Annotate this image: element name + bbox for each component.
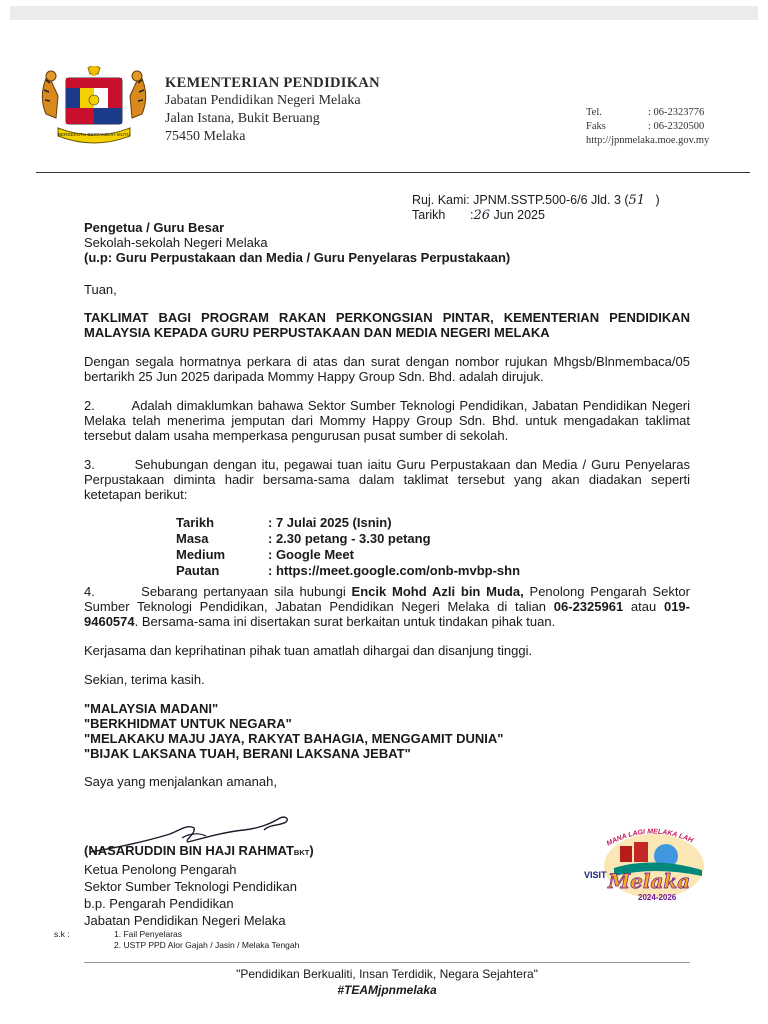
meeting-row-link — [176, 563, 690, 579]
paragraph-4-num: 4. — [84, 584, 95, 599]
ministry-name: KEMENTERIAN PENDIDIKAN — [165, 75, 380, 91]
signatory-title: Ketua Penolong Pengarah — [84, 862, 237, 877]
footer — [84, 966, 690, 998]
subject-heading: TAKLIMAT BAGI PROGRAM RAKAN PERKONGSIAN PINTAR, KEMENTERIAN PENDIDIKAN MALAYSIA KEPADA GURU PERPUSTAKAAN DAN MEDIA NEGERI MELAKA — [84, 310, 690, 340]
header-rule — [36, 172, 750, 173]
contact-person: Encik Mohd Azli bin Muda, — [351, 584, 524, 599]
paragraph-1: Dengan segala hormatnya perkara di atas dan surat dengan nombor rujukan Mhgsb/Blnmembaca/05 bertarikh 25 Jun 2025 daripada Mommy Happy Group Sdn. Bhd. adalah dirujuk. — [84, 354, 690, 384]
meeting-label: Tarikh — [176, 515, 215, 530]
logo-arc-path: MANA LAGI MELAKA LAH — [605, 828, 694, 848]
recipient-line-2: Sekolah-sekolah Negeri Melaka — [84, 235, 268, 250]
contact-phone-2: 019-9460574 — [84, 599, 690, 629]
signatory-title: Jabatan Pendidikan Negeri Melaka — [84, 913, 286, 928]
meeting-row-date — [176, 515, 690, 531]
slogan: "BERKHIDMAT UNTUK NEGARA" — [84, 716, 292, 731]
letterhead-org — [165, 74, 380, 146]
signatory-title: b.p. Pengarah Pendidikan — [84, 896, 234, 911]
date-handwritten: 26 — [473, 208, 491, 223]
signatory-name-close: ) — [309, 843, 314, 858]
meeting-label: Pautan — [176, 563, 220, 578]
paragraph-4-text: atau — [623, 599, 664, 614]
contact-block — [586, 106, 709, 148]
footer-rule — [84, 962, 690, 963]
crest-motto: BERSEKUTU BERTAMBAH MUTU — [57, 132, 131, 137]
cc-label: s.k : — [54, 929, 70, 939]
logo-visit: VISIT — [584, 870, 607, 880]
date-label: Tarikh — [412, 208, 446, 222]
paragraph-4-text: . Bersama-sama ini disertakan surat berkaitan untuk tindakan pihak tuan. — [134, 614, 556, 629]
meeting-value: : Google Meet — [268, 547, 354, 562]
address-line-2: 75450 Melaka — [165, 129, 246, 144]
cc-item: 2. USTP PPD Alor Gajah / Jasin / Melaka Tengah — [114, 940, 300, 950]
paragraph-2-text: Adalah dimaklumkan bahawa Sektor Sumber Teknologi Pendidikan, Jabatan Pendidikan Negeri Melaka telah menerima jemputan dari Mommy Happy Group Sdn. Bhd. untuk mengadakan taklimat tersebut dalam usaha memperkasa pengurusan pusat sumber di sekolah. — [84, 398, 690, 443]
paragraph-3-text: Sehubungan dengan itu, pegawai tuan iaitu Guru Perpustakaan dan Media / Guru Penyelaras Perpustakaan diminta hadir bersama-sama dalam taklimat tersebut yang akan diadakan seperti ketetapan berikut: — [84, 457, 690, 502]
reference-block — [412, 193, 660, 223]
ruj-label: Ruj. Kami: — [412, 193, 470, 207]
date-value: Jun 2025 — [493, 208, 545, 222]
signatory-block — [84, 842, 314, 929]
paragraph-3-num: 3. — [84, 457, 95, 472]
meeting-value: : 7 Julai 2025 (Isnin) — [268, 515, 392, 530]
tel-label: Tel. — [586, 107, 602, 118]
signatory-honorific: BKT — [293, 848, 310, 857]
coat-of-arms-icon — [38, 66, 150, 148]
paragraph-4-text: Sebarang pertanyaan sila hubungi — [141, 584, 352, 599]
paragraph-4 — [84, 584, 690, 629]
ruj-value: JPNM.SSTP.500-6/6 Jld. 3 ( — [473, 193, 629, 207]
trust-line: Saya yang menjalankan amanah, — [84, 774, 277, 789]
meeting-details — [176, 515, 690, 579]
meeting-row-time — [176, 531, 690, 547]
meeting-row-medium — [176, 547, 690, 563]
date-colon: : — [470, 208, 474, 222]
signatory-title: Sektor Sumber Teknologi Pendidikan — [84, 879, 297, 894]
ruj-close: ) — [655, 193, 660, 207]
fax-value: : 06-2320500 — [648, 121, 705, 132]
website-link: http://jpnmelaka.moe.gov.my — [586, 135, 710, 146]
closing-line: Sekian, terima kasih. — [84, 672, 205, 687]
footer-motto: "Pendidikan Berkualiti, Insan Terdidik, Negara Sejahtera" — [236, 967, 538, 981]
meeting-label: Masa — [176, 531, 209, 546]
tel-value: : 06-2323776 — [648, 107, 705, 118]
meeting-label: Medium — [176, 547, 226, 562]
contact-phone-1: 06-2325961 — [553, 599, 624, 614]
signatory-name: (NASARUDDIN BIN HAJI RAHMAT — [84, 843, 294, 858]
visit-melaka-logo — [574, 816, 714, 906]
footer-hashtag: #TEAMjpnmelaka — [337, 983, 437, 997]
cc-block — [54, 929, 299, 951]
paragraph-4-text: Penolong Pengarah Sektor Sumber Teknologi Pendidikan, Jabatan Pendidikan Negeri Melaka di talian — [84, 584, 690, 614]
slogan: "MELAKAKU MAJU JAYA, RAKYAT BAHAGIA, MENGGAMIT DUNIA" — [84, 731, 504, 746]
paragraph-2 — [84, 398, 690, 443]
ruj-handwritten: 51 — [628, 193, 646, 208]
paragraph-3 — [84, 457, 690, 502]
paragraph-5: Kerjasama dan keprihatinan pihak tuan amatlah dihargai dan disanjung tinggi. — [84, 643, 533, 658]
logo-years: 2024-2026 — [638, 893, 677, 902]
fax-label: Faks — [586, 121, 606, 132]
slogan: "BIJAK LAKSANA TUAH, BERANI LAKSANA JEBAT" — [84, 746, 411, 761]
letter-body — [84, 220, 690, 789]
salutation: Tuan, — [84, 282, 117, 297]
cc-item: 1. Fail Penyelaras — [114, 929, 183, 939]
recipient-line-1: Pengetua / Guru Besar — [84, 220, 225, 235]
department-name: Jabatan Pendidikan Negeri Melaka — [165, 93, 361, 108]
paragraph-2-num: 2. — [84, 398, 95, 413]
logo-brand: Melaka — [608, 869, 691, 893]
scan-top-band — [0, 0, 768, 20]
address-line-1: Jalan Istana, Bukit Beruang — [165, 111, 320, 126]
meeting-link[interactable]: : https://meet.google.com/onb-mvbp-shn — [268, 563, 521, 578]
recipient-line-3: (u.p: Guru Perpustakaan dan Media / Guru Penyelaras Perpustakaan) — [84, 250, 511, 265]
meeting-value: : 2.30 petang - 3.30 petang — [268, 531, 431, 546]
signatory-name-line — [84, 842, 314, 861]
slogan: "MALAYSIA MADANI" — [84, 701, 219, 716]
